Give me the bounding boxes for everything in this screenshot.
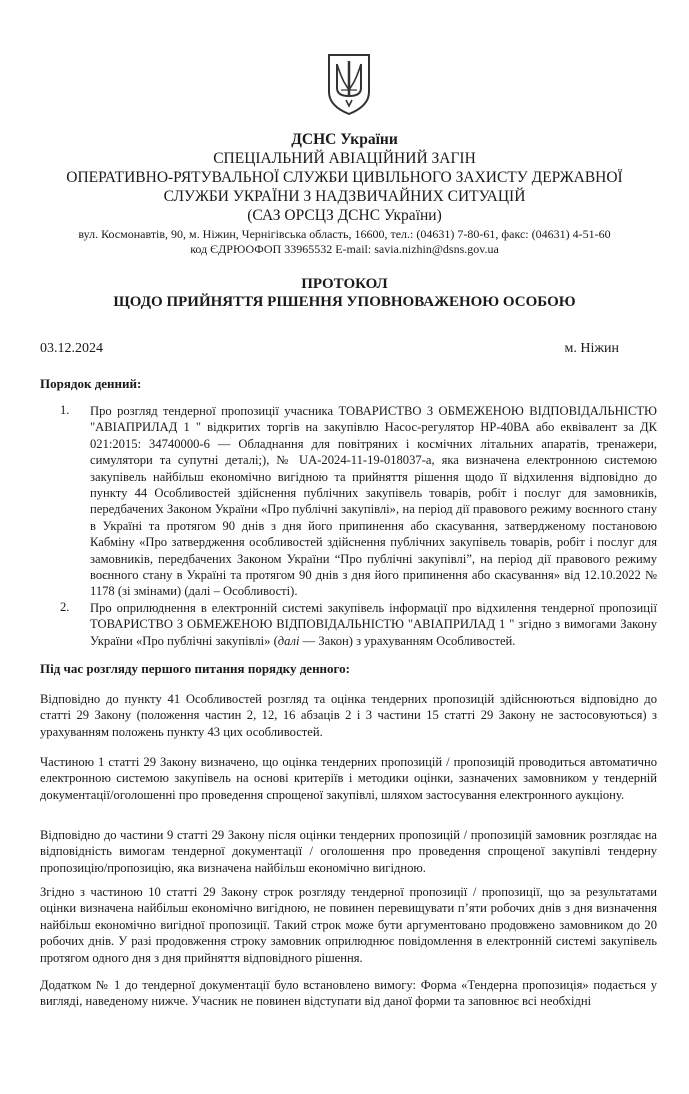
agenda-item-text: Про розгляд тендерної пропозиції учасника ТОВАРИСТВО З ОБМЕЖЕНОЮ ВІДПОВІДАЛЬНІСТЮ "АВІАПРИЛАД 1 " відкритих торгів на закупівлю Насос-регулятор НР-40ВА або еквівалент за ДК 021:2015: 34740000-6 — Обладнання для повітряних і космічних літальних апаратів, тренажери, симулятори та супутні деталі;), № UA-2024-11-19-018037-a, яка визначена електронною системою закупівель найбільш економічно вигідною та прийняття рішення щодо її відхилення відповідно до пункту 44 Особливостей здійснення публічних закупівель товарів, робіт і послуг для замовників, передбачених Законом України «Про публічні закупівлі», на період дії правового режиму воєнного стану в Україні та протягом 90 днів з дня його припинення або скасування, затвердженому постановою Кабміну «Про затвердження особливостей здійснення публічних закупівель товарів, робіт і послуг для замовників, передбачених Законом України “Про публічні закупівлі”, на період дії правового режиму воєнного стану в Україні та протягом 90 днів з дня його припинення або скасування» від 12.10.2022 № 1178 (зі змінами) (далі – Особливості).: [90, 404, 657, 599]
agenda-item-text: [90, 600, 657, 649]
org-short-name: ДСНС України: [291, 131, 398, 148]
document-date: 03.12.2024: [40, 341, 103, 356]
agenda-item-number: 1.: [60, 403, 70, 417]
section-heading: Під час розгляду першого питання порядку денного:: [40, 661, 350, 676]
body-paragraph: Згідно з частиною 10 статті 29 Закону строк розгляду тендерної пропозиції / пропозиції, що за результатами оцінки визначена найбільш економічно вигідною, не повинен перевищувати п’яти робочих днів з дня визначення найбільш економічно вигідної пропозиції. Такий строк може бути аргументовано продовжено замовником до 20 робочих днів. У разі продовження строку замовник оприлюднює повідомлення в електронній системі закупівель протягом одного дня з дня прийняття відповідного рішення.: [40, 885, 657, 965]
org-abbreviation: (САЗ ОРСЦЗ ДСНС України): [247, 207, 442, 224]
org-codes-email: код ЄДРЮОФОП 33965532 E-mail: savia.nizhin@dsns.gov.ua: [190, 242, 499, 256]
document-subtitle: ЩОДО ПРИЙНЯТТЯ РІШЕННЯ УПОВНОВАЖЕНОЮ ОСОБОЮ: [113, 294, 576, 310]
org-name-line-2: ОПЕРАТИВНО-РЯТУВАЛЬНОЇ СЛУЖБИ ЦИВІЛЬНОГО ЗАХИСТУ ДЕРЖАВНОЇ: [66, 169, 623, 186]
agenda-item-number: 2.: [60, 600, 70, 614]
agenda-item-text-italic: далі: [277, 633, 300, 648]
body-paragraph: Відповідно до частини 9 статті 29 Закону після оцінки тендерних пропозицій / пропозицій замовник розглядає на відповідність вимогам тендерної документації / оголошення про проведення спрощеної закупівлі тендерну пропозицію/пропозицію, яка визначена найбільш економічно вигідною.: [40, 828, 657, 875]
body-paragraph: Відповідно до пункту 41 Особливостей розгляд та оцінка тендерних пропозицій здійснюються відповідно до статті 29 Закону (положення частин 2, 12, 16 абзаців 2 і 3 частини 15 статті 29 Закону не застосовуються) з урахуванням положень пункту 43 цих особливостей.: [40, 692, 657, 739]
agenda-item-text-part: Про оприлюднення в електронній системі закупівель інформації про відхилення тендерної пропозиції ТОВАРИСТВО З ОБМЕЖЕНОЮ ВІДПОВІДАЛЬНІСТЮ "АВІАПРИЛАД 1 " згідно з вимогами Закону України «Про публічні закупівлі» (: [90, 601, 657, 648]
org-name-line-1: СПЕЦІАЛЬНИЙ АВІАЦІЙНИЙ ЗАГІН: [213, 150, 476, 167]
org-address: вул. Космонавтів, 90, м. Ніжин, Чернігівська область, 16600, тел.: (04631) 7-80-61, факс: (04631) 4-51-60: [78, 227, 611, 241]
trident-coat-of-arms-icon: [326, 52, 372, 116]
body-paragraph: Додатком № 1 до тендерної документації було встановлено вимогу: Форма «Тендерна пропозиція» подається у вигляді, наведеному нижче. Учасник не повинен відступати від даної форми та заповнює всі необхідні: [40, 978, 657, 1009]
agenda-heading: Порядок денний:: [40, 376, 142, 391]
org-name-line-3: СЛУЖБИ УКРАЇНИ З НАДЗВИЧАЙНИХ СИТУАЦІЙ: [163, 188, 526, 205]
document-city: м. Ніжин: [564, 341, 619, 356]
document-title: ПРОТОКОЛ: [301, 276, 388, 292]
agenda-item-text-part: — Закон) з урахуванням Особливостей.: [299, 633, 516, 648]
body-paragraph: Частиною 1 статті 29 Закону визначено, що оцінка тендерних пропозицій / пропозицій проводиться автоматично електронною системою закупівель на основі критеріїв і методики оцінки, зазначених замовником у тендерній документації/оголошенні про проведення спрощеної закупівлі, шляхом застосування електронного аукціону.: [40, 755, 657, 802]
